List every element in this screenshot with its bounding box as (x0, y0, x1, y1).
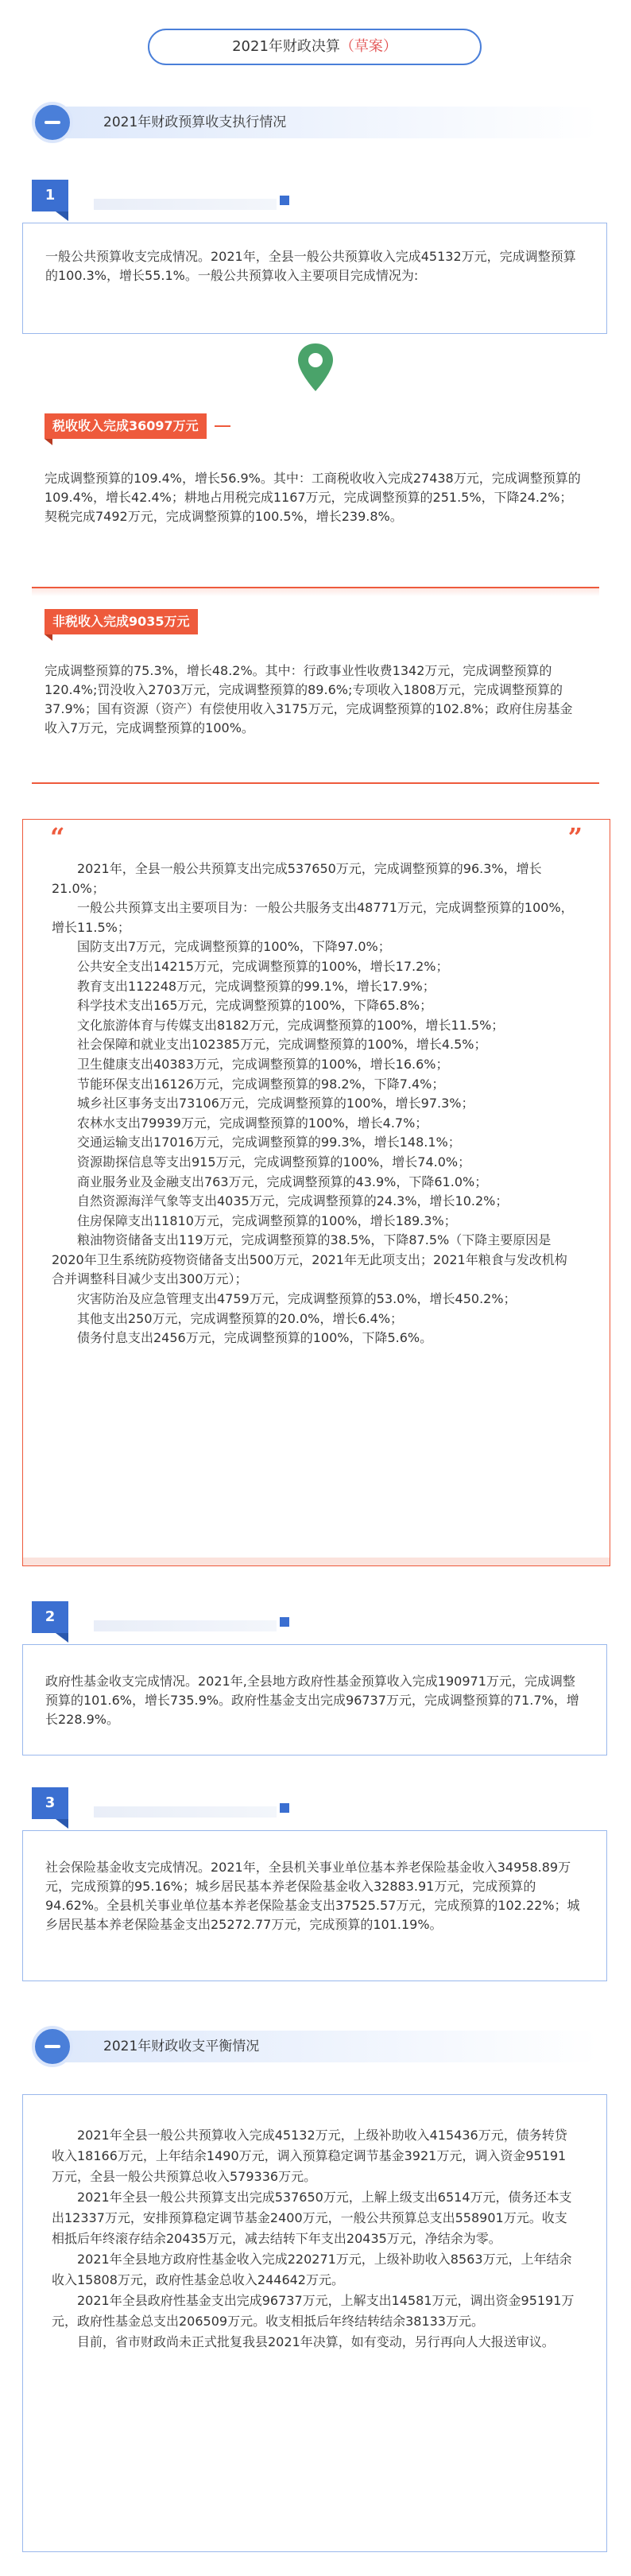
tag-notch (45, 439, 52, 445)
tax-revenue-tag: 税收收入完成36097万元 (45, 413, 207, 439)
expenditure-item: 灾害防治及应急管理支出4759万元，完成调整预算的53.0%，增长450.2%； (77, 1291, 517, 1307)
nontax-revenue-tag: 非税收入完成9035万元 (45, 609, 198, 634)
decorative-bar (94, 1806, 277, 1818)
expenditure-item: 债务付息支出2456万元，完成调整预算的100%，下降5.6%。 (77, 1330, 433, 1346)
title-text: 2021年财政决算 (232, 38, 340, 55)
box-shade (23, 1558, 610, 1565)
decorative-square (280, 196, 289, 205)
balance-paragraph: 2021年全县一般公共预算支出完成537650万元，上解上级支出6514万元，债务还本支出12337万元，安排预算稳定调节基金2400万元，一般公共预算总支出558901万元。收支相抵后年终滚存结余20435万元，减去结转下年支出20435万元，净结余为零。 (52, 2190, 572, 2246)
expenditure-list (52, 859, 578, 1348)
section-header-balance (32, 2026, 599, 2067)
expenditure-item: 农林水支出79939万元，完成调整预算的100%，增长4.7%； (77, 1115, 428, 1131)
expenditure-item: 交通运输支出17016万元，完成调整预算的99.3%，增长148.1%； (77, 1135, 461, 1150)
expenditure-item: 自然资源海洋气象等支出4035万元，完成调整预算的24.3%，增长10.2%； (77, 1193, 509, 1209)
part1-intro-box (22, 223, 607, 334)
decorative-bar (94, 199, 277, 210)
minus-icon (32, 2026, 73, 2067)
number-label: 3 (32, 1787, 68, 1819)
expenditure-item: 2021年，全县一般公共预算支出完成537650万元，完成调整预算的96.3%，增长21.0%； (52, 861, 542, 896)
balance-box (22, 2094, 607, 2552)
open-quote-icon: “ (50, 822, 65, 852)
expenditure-item: 一般公共预算支出主要项目为：一般公共服务支出48771万元，完成调整预算的100%，增长11.5%； (52, 900, 574, 935)
part3-text: 社会保险基金收支完成情况。2021年，全县机关事业单位基本养老保险基金收入34958.89万元，完成预算的95.16%；城乡居民基本养老保险基金收入32883.91万元，完成预算的94.62%。全县机关事业单位基本养老保险基金支出37525.57万元，完成预算的102.22%；城乡居民基本养老保险基金支出25272.77万元，完成预算的101.19%。 (45, 1860, 580, 1932)
tax-revenue-block (45, 469, 585, 526)
part2-box (22, 1644, 607, 1755)
expenditure-item: 卫生健康支出40383万元，完成调整预算的100%，增长16.6%； (77, 1056, 449, 1072)
tax-revenue-text: 完成调整预算的109.4%，增长56.9%。其中：工商税收收入完成27438万元，完成调整预算的109.4%，增长42.4%；耕地占用税完成1167万元，完成调整预算的251.5%，下降24.2%；契税完成7492万元，完成调整预算的100.5%，增长239.8%。 (45, 471, 581, 524)
expenditure-item: 社会保障和就业支出102385万元，完成调整预算的100%，增长4.5%； (77, 1037, 487, 1053)
location-pin-icon (296, 342, 335, 393)
minus-icon (32, 102, 73, 143)
tag-tail (215, 425, 230, 427)
close-quote-icon: ” (567, 822, 583, 852)
part2-text: 政府性基金收支完成情况。2021年,全县地方政府性基金预算收入完成190971万元，完成调整预算的101.6%，增长735.9%。政府性基金支出完成96737万元，完成调整预算的71.7%，增长228.9%。 (45, 1674, 579, 1727)
section-bar (48, 107, 599, 138)
expenditure-item: 国防支出7万元，完成调整预算的100%，下降97.0%； (77, 939, 391, 955)
expenditure-item: 其他支出250万元，完成调整预算的20.0%，增长6.4%； (77, 1310, 404, 1326)
balance-paragraph: 2021年全县地方政府性基金收入完成220271万元，上级补助收入8563万元，上年结余收入15808万元，政府性基金总收入244642万元。 (52, 2252, 572, 2287)
tab-fold (56, 211, 68, 221)
section-title: 2021年财政预算收支执行情况 (103, 114, 287, 130)
section-title: 2021年财政收支平衡情况 (103, 2039, 260, 2054)
expenditure-item: 教育支出112248万元，完成调整预算的99.1%，增长17.9%； (77, 978, 436, 994)
expenditure-item: 公共安全支出14215万元，完成调整预算的100%，增长17.2%； (77, 958, 449, 974)
tag-notch (45, 634, 52, 641)
section-header-execution (32, 102, 599, 143)
number-label: 1 (32, 180, 68, 211)
expenditure-item: 城乡社区事务支出73106万元，完成调整预算的100%，增长97.3%； (77, 1096, 474, 1111)
balance-paragraph: 2021年全县政府性基金支出完成96737万元，上解支出14581万元，调出资金95191万元，政府性基金总支出206509万元。收支相抵后年终结转结余38133万元。 (52, 2293, 575, 2329)
divider-shade (32, 588, 599, 596)
expenditure-item: 住房保障支出11810万元，完成调整预算的100%，增长189.3%； (77, 1212, 457, 1228)
balance-paragraph: 目前，省市财政尚未正式批复我县2021年决算，如有变动，另行再向人大报送审议。 (77, 2334, 555, 2349)
expenditure-item: 文化旅游体育与传媒支出8182万元，完成调整预算的100%，增长11.5%； (77, 1017, 505, 1033)
part1-intro-text: 一般公共预算收支完成情况。2021年，全县一般公共预算收入完成45132万元，完成调整预算的100.3%，增长55.1%。一般公共预算收入主要项目完成情况为: (45, 249, 576, 283)
expenditure-item: 资源勘探信息等支出915万元，完成调整预算的100%，增长74.0%； (77, 1154, 471, 1170)
nontax-revenue-text: 完成调整预算的75.3%，增长48.2%。其中：行政事业性收费1342万元，完成调整预算的120.4%;罚没收入2703万元，完成调整预算的89.6%;专项收入1808万元，完成调整预算的37.9%；国有资源（资产）有偿使用收入3175万元，完成调整预算的102.8%；政府住房基金收入7万元，完成调整预算的100%。 (45, 663, 573, 735)
expenditure-item: 科学技术支出165万元，完成调整预算的100%，下降65.8%； (77, 998, 433, 1014)
decorative-bar (94, 1620, 277, 1631)
title-pill (148, 29, 482, 65)
decorative-square (280, 1803, 289, 1813)
expenditure-item: 商业服务业及金融支出763万元，完成调整预算的43.9%，下降61.0%； (77, 1174, 488, 1189)
expenditure-item: 节能环保支出16126万元，完成调整预算的98.2%，下降7.4%； (77, 1076, 445, 1092)
tab-fold (56, 1819, 68, 1829)
expenditure-box (22, 819, 610, 1566)
expenditure-item: 粮油物资储备支出119万元，完成调整预算的38.5%，下降87.5%（下降主要原因是2020年卫生系统防疫物资储备支出500万元，2021年无此项支出；2021年粮食与发改机构合并调整科目减少支出300万元）； (52, 1232, 567, 1287)
tab-fold (56, 1633, 68, 1643)
balance-list (52, 2125, 575, 2353)
number-tab-3 (32, 1787, 79, 1829)
divider-line (32, 782, 599, 784)
document-title (148, 29, 482, 65)
part3-box (22, 1830, 607, 1981)
balance-paragraph: 2021年全县一般公共预算收入完成45132万元，上级补助收入415436万元，债务转贷收入18166万元，上年结余1490万元，调入预算稳定调节基金3921万元，调入资金95191万元，全县一般公共预算总收入579336万元。 (52, 2128, 567, 2184)
decorative-square (280, 1617, 289, 1627)
section-bar (48, 2031, 599, 2062)
nontax-revenue-block (45, 661, 585, 738)
number-tab-1 (32, 180, 79, 221)
title-draft: （草案） (339, 38, 397, 55)
number-label: 2 (32, 1601, 68, 1633)
number-tab-2 (32, 1601, 79, 1643)
